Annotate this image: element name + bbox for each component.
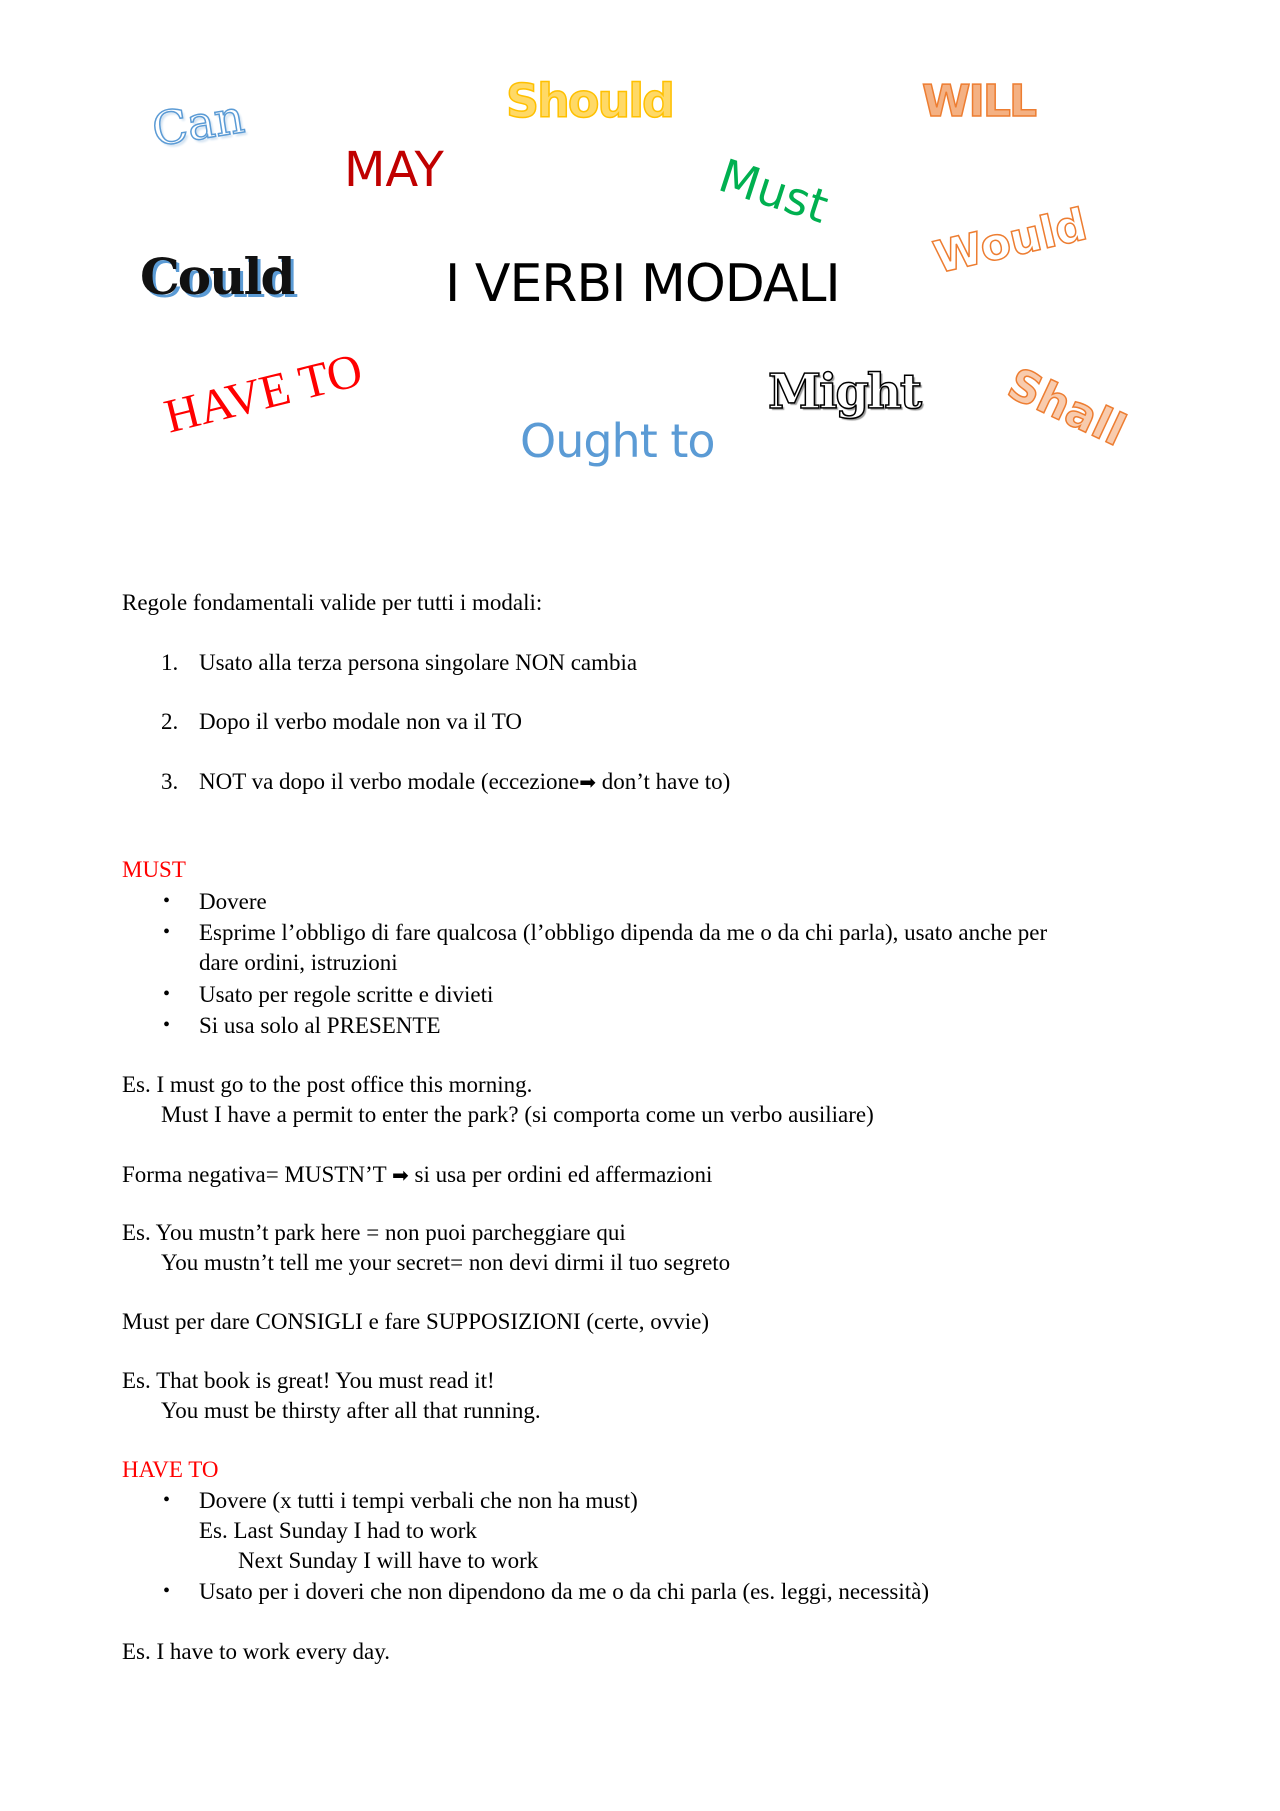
negative-form-b: si usa per ordini ed affermazioni (408, 1162, 713, 1187)
section-heading-have-to: HAVE TO (122, 1457, 219, 1482)
wordart-should: Should (506, 74, 673, 128)
rule-number: 1. (161, 650, 179, 675)
page-title: I VERBI MODALI (445, 254, 840, 314)
bullet-icon: • (163, 1014, 171, 1036)
example-text: Next Sunday I will have to work (238, 1548, 539, 1573)
example-text: You must be thirsty after all that running. (161, 1398, 541, 1423)
rule-text: Usato alla terza persona singolare NON cambia (199, 650, 638, 675)
list-item: Dovere (199, 889, 267, 914)
example-text: Es. You mustn’t park here = non puoi parcheggiare qui (122, 1220, 626, 1245)
wordart-will: WILL (922, 76, 1035, 127)
wordart-could: Could (140, 247, 294, 306)
arrow-right-icon: ➡ (391, 1163, 409, 1187)
rule-text-a: NOT va dopo il verbo modale (eccezione (199, 769, 580, 794)
negative-form-text (122, 1162, 712, 1188)
list-item: Dovere (x tutti i tempi verbali che non ha must) (199, 1488, 638, 1513)
rule-text: Dopo il verbo modale non va il TO (199, 709, 523, 734)
list-item: Esprime l’obbligo di fare qualcosa (l’obbligo dipenda da me o da chi parla), usato anche per (199, 920, 1048, 945)
bullet-icon: • (163, 890, 171, 912)
example-text: You mustn’t tell me your secret= non devi dirmi il tuo segreto (161, 1250, 731, 1275)
rule-number: 2. (161, 709, 179, 734)
list-item-continued: dare ordini, istruzioni (199, 950, 398, 975)
example-text: Must I have a permit to enter the park? (si comporta come un verbo ausiliare) (161, 1102, 874, 1127)
wordart-might: Might (768, 364, 920, 420)
list-item: Usato per i doveri che non dipendono da me o da chi parla (es. leggi, necessità) (199, 1579, 930, 1604)
example-text: Es. Last Sunday I had to work (199, 1518, 477, 1543)
rule-text-b: don’t have to) (595, 769, 731, 794)
bullet-icon: • (163, 983, 171, 1005)
wordart-may: MAY (344, 142, 444, 198)
wordart-can: Can (148, 89, 248, 157)
section-heading-must: MUST (122, 857, 186, 882)
example-text: Es. I have to work every day. (122, 1639, 391, 1664)
bullet-icon: • (163, 1580, 171, 1602)
arrow-right-icon: ➡ (579, 770, 596, 794)
wordart-ought-to: Ought to (520, 414, 715, 468)
example-text: Es. I must go to the post office this morning. (122, 1072, 533, 1097)
wordart-would: Would (929, 199, 1092, 284)
list-item: Si usa solo al PRESENTE (199, 1013, 441, 1038)
bullet-icon: • (163, 1489, 171, 1511)
wordart-shall: Shall (1000, 358, 1134, 457)
list-item: Usato per regole scritte e divieti (199, 982, 494, 1007)
rule-text (199, 769, 730, 795)
example-text: Es. That book is great! You must read it! (122, 1368, 495, 1393)
rule-number: 3. (161, 769, 179, 794)
negative-form-a: Forma negativa= MUSTN’T (122, 1162, 392, 1187)
bullet-icon: • (163, 921, 171, 943)
intro-text: Regole fondamentali valide per tutti i modali: (122, 590, 543, 615)
advice-text: Must per dare CONSIGLI e fare SUPPOSIZIONI (certe, ovvie) (122, 1309, 709, 1334)
wordart-have-to: HAVE TO (159, 343, 368, 444)
wordart-must: Must (712, 148, 835, 234)
